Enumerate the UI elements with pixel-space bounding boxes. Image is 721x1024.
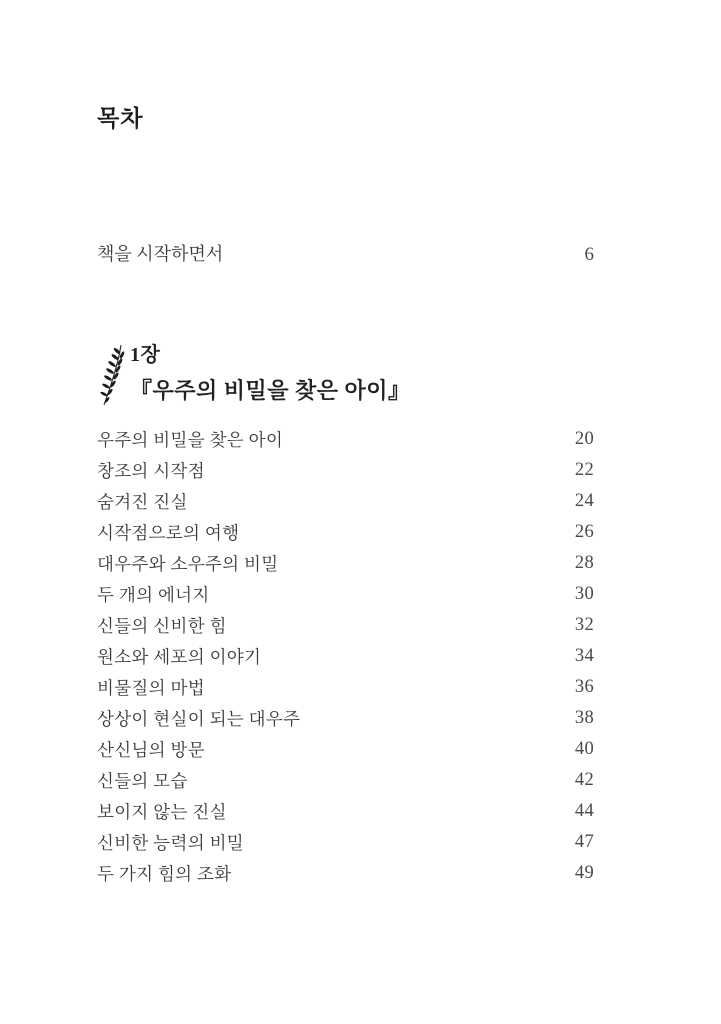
toc-entry-row — [97, 858, 594, 889]
entry-page-number: 44 — [574, 801, 594, 821]
entry-title: 신들의 모습 — [97, 771, 188, 791]
entry-page-number: 20 — [574, 429, 594, 449]
page-title: 목차 — [97, 105, 144, 131]
entry-title: 두 개의 에너지 — [97, 585, 210, 605]
entry-title: 두 가지 힘의 조화 — [97, 864, 232, 884]
entry-title: 숨겨진 진실 — [97, 492, 188, 512]
toc-entry-row — [97, 734, 594, 765]
toc-intro-row — [97, 240, 594, 266]
toc-entry-row — [97, 641, 594, 672]
entry-page-number: 22 — [574, 460, 594, 480]
entry-title: 시작점으로의 여행 — [97, 523, 240, 543]
entry-page-number: 30 — [574, 584, 594, 604]
toc-entry-row — [97, 455, 594, 486]
entry-title: 신비한 능력의 비밀 — [97, 833, 244, 853]
entry-title: 신들의 신비한 힘 — [97, 616, 227, 636]
toc-entry-row — [97, 827, 594, 858]
entry-title: 비물질의 마법 — [97, 678, 205, 698]
entry-title: 산신님의 방문 — [97, 740, 205, 760]
toc-entry-row — [97, 517, 594, 548]
entry-page-number: 24 — [574, 491, 594, 511]
chapter-number: 1장 — [130, 344, 161, 366]
entry-page-number: 36 — [574, 677, 594, 697]
entry-page-number: 42 — [574, 770, 594, 790]
entry-title: 대우주와 소우주의 비밀 — [97, 554, 279, 574]
entry-title: 보이지 않는 진실 — [97, 802, 227, 822]
toc-entry-row — [97, 765, 594, 796]
entry-page-number: 34 — [574, 646, 594, 666]
entry-title: 원소와 세포의 이야기 — [97, 647, 262, 667]
intro-page-number: 6 — [584, 244, 594, 265]
toc-entry-row — [97, 703, 594, 734]
entry-title: 상상이 현실이 되는 대우주 — [97, 709, 301, 729]
toc-entry-row — [97, 486, 594, 517]
entry-page-number: 49 — [574, 863, 594, 883]
toc-list — [97, 424, 594, 889]
toc-entry-row — [97, 548, 594, 579]
entry-page-number: 26 — [574, 522, 594, 542]
intro-label: 책을 시작하면서 — [97, 244, 224, 264]
leaf-branch-icon — [97, 344, 125, 406]
chapter-title: 『우주의 비밀을 찾은 아이』 — [130, 378, 411, 403]
entry-title: 우주의 비밀을 찾은 아이 — [97, 430, 284, 450]
toc-entry-row — [97, 424, 594, 455]
entry-page-number: 47 — [574, 832, 594, 852]
entry-page-number: 38 — [574, 708, 594, 728]
toc-entry-row — [97, 672, 594, 703]
toc-entry-row — [97, 610, 594, 641]
toc-entry-row — [97, 579, 594, 610]
entry-page-number: 28 — [574, 553, 594, 573]
entry-title: 창조의 시작점 — [97, 461, 205, 481]
entry-page-number: 32 — [574, 615, 594, 635]
entry-page-number: 40 — [574, 739, 594, 759]
toc-entry-row — [97, 796, 594, 827]
chapter-heading — [97, 341, 411, 406]
chapter-text-block — [130, 341, 411, 405]
